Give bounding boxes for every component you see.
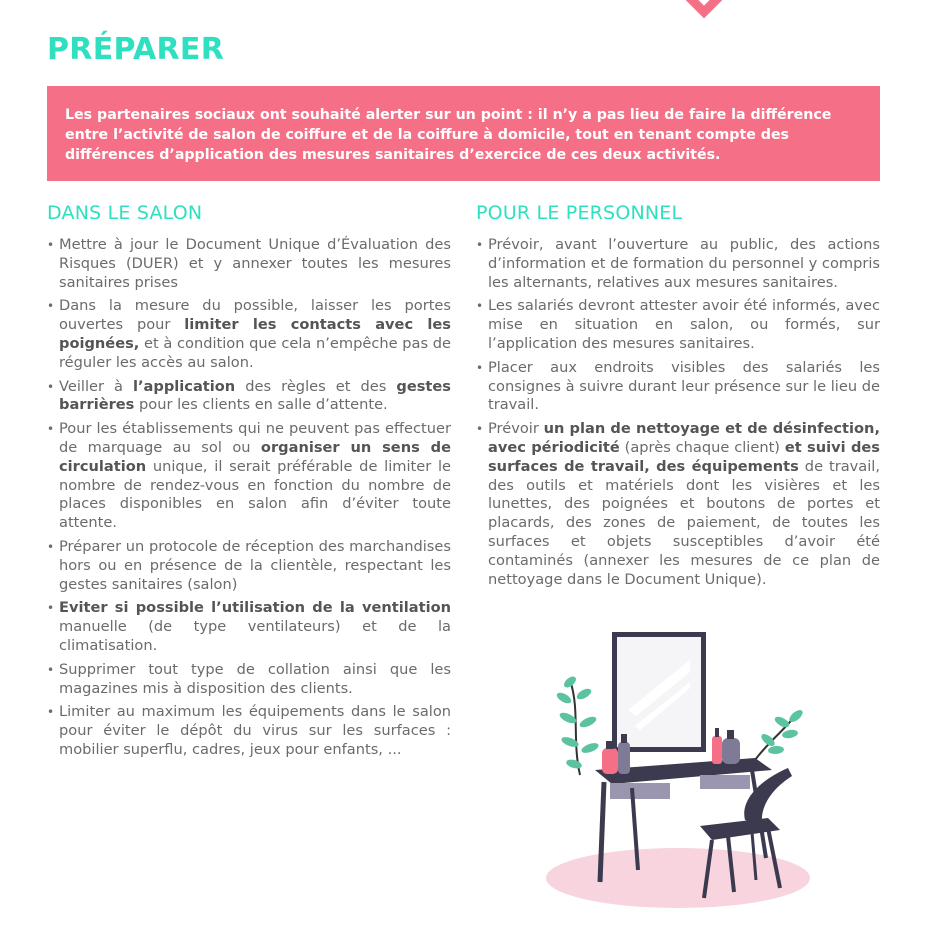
list-item: • Eviter si possible l’utilisation de la ventilation manuelle (de type ventilateurs) et de la climatisation.	[47, 599, 451, 655]
personnel-list	[476, 236, 880, 589]
list-item: • Placer aux endroits visibles des salariés les consignes à suivre durant leur présence sur le lieu de travail.	[476, 359, 880, 415]
list-item: • Pour les établissements qui ne peuvent pas effectuer de marquage au sol ou organiser un sens de circulation unique, il serait préférable de limiter le nombre de rendez-vous en fonction du nombre de places disponibles en salon afin d’éviter toute attente.	[47, 420, 451, 533]
alert-banner	[47, 86, 880, 181]
page-title: PRÉPARER	[47, 32, 225, 67]
salon-list	[47, 236, 451, 760]
banner-text: Les partenaires sociaux ont souhaité alerter sur un point : il n’y a pas lieu de faire la différence entre l’activité de salon de coiffure et de la coiffure à domicile, tout en tenant compte des différences d’application des mesures sanitaires d’exercice de ces deux activités.	[65, 107, 832, 163]
list-item: • Supprimer tout type de collation ainsi que les magazines mis à disposition des clients.	[47, 661, 451, 699]
decorative-frame-icon	[672, 0, 752, 40]
list-item: • Veiller à l’application des règles et des gestes barrières pour les clients en salle d’attente.	[47, 378, 451, 416]
salon-vanity-illustration-icon	[540, 630, 820, 910]
personnel-section	[476, 202, 880, 594]
salon-heading: DANS LE SALON	[47, 202, 203, 224]
list-item: • Limiter au maximum les équipements dans le salon pour éviter le dépôt du virus sur les surfaces : mobilier superflu, cadres, jeux pour enfants, ...	[47, 703, 451, 759]
list-item: • Préparer un protocole de réception des marchandises hors ou en présence de la clientèle, respectant les gestes sanitaires (salon)	[47, 538, 451, 594]
list-item: • Prévoir un plan de nettoyage et de désinfection, avec périodicité (après chaque client) et suivi des surfaces de travail, des équipements de travail, des outils et matériels dont les visières et les lunettes, des poignées et boutons de portes et placards, des zones de paiement, de toutes les surfaces et objets susceptibles d’avoir été contaminés (annexer les mesures de ce plan de nettoyage dans le Document Unique).	[476, 420, 880, 589]
list-item: • Dans la mesure du possible, laisser les portes ouvertes pour limiter les contacts avec les poignées, et à condition que cela n’empêche pas de réguler les accès au salon.	[47, 297, 451, 372]
list-item: • Prévoir, avant l’ouverture au public, des actions d’information et de formation du personnel y compris les alternants, relatives aux mesures sanitaires.	[476, 236, 880, 292]
list-item: • Les salariés devront attester avoir été informés, avec mise en situation en salon, ou formés, sur l’application des mesures sanitaires.	[476, 297, 880, 353]
salon-section	[47, 202, 451, 765]
personnel-heading: POUR LE PERSONNEL	[476, 202, 683, 224]
list-item: • Mettre à jour le Document Unique d’Évaluation des Risques (DUER) et y annexer toutes les mesures sanitaires prises	[47, 236, 451, 292]
